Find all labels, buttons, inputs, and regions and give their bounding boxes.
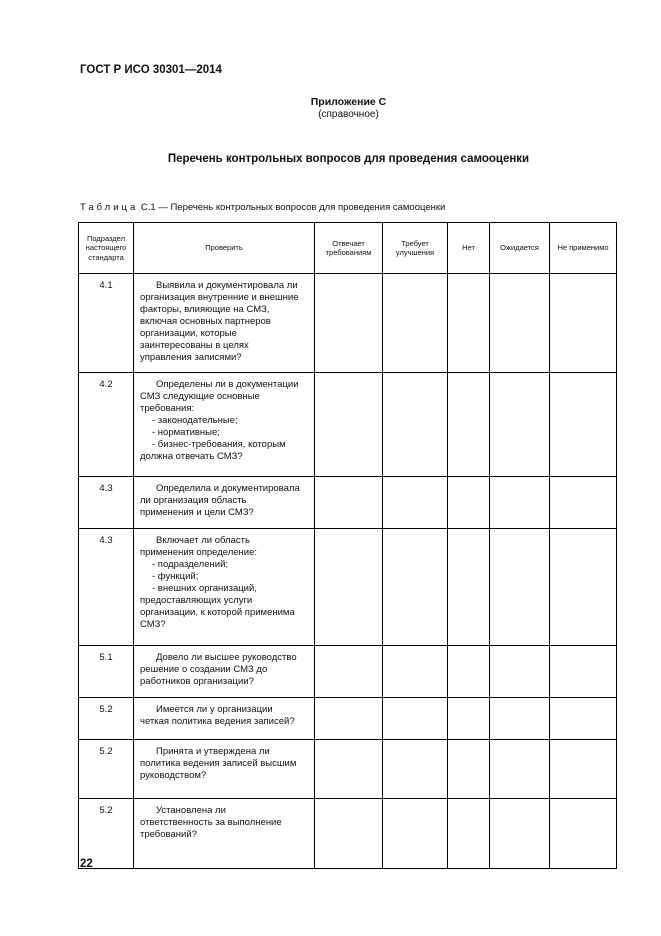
no-cell <box>448 373 490 477</box>
question-cell <box>134 646 315 698</box>
expected-cell <box>490 698 550 740</box>
meets-requirements-cell <box>315 477 383 529</box>
no-cell <box>448 698 490 740</box>
question-line: Довело ли высшее руководство <box>156 652 297 663</box>
section-cell: 4.3 <box>79 477 134 529</box>
question-line: ли организация область <box>140 495 247 506</box>
expected-cell <box>490 529 550 646</box>
document-heading: Перечень контрольных вопросов для проведения самооценки <box>167 153 530 165</box>
table-row <box>79 373 617 477</box>
question-line: применения определение: <box>140 547 258 558</box>
meets-requirements-cell <box>315 646 383 698</box>
standard-code: ГОСТ Р ИСО 30301—2014 <box>80 64 222 76</box>
section-cell: 4.1 <box>79 274 134 373</box>
not-applicable-cell <box>550 740 617 799</box>
header-no: Нет <box>448 223 490 274</box>
header-check: Проверить <box>134 223 315 274</box>
section-cell: 5.2 <box>79 740 134 799</box>
question-line: Выявила и документировала ли <box>156 280 298 291</box>
question-line: Установлена ли <box>156 805 226 816</box>
question-line: предоставляющих услуги <box>140 595 253 606</box>
question-line: Включает ли область <box>156 535 250 546</box>
question-line: - функций; <box>152 571 199 582</box>
question-line: СМЗ следующие основные <box>140 391 260 402</box>
expected-cell <box>490 740 550 799</box>
question-line: - подразделений; <box>152 559 229 570</box>
table-row <box>79 799 617 869</box>
question-line: четкая политика ведения записей? <box>140 716 295 727</box>
no-cell <box>448 646 490 698</box>
question-line: факторы, влияющие на СМЗ, <box>140 304 270 315</box>
expected-cell <box>490 646 550 698</box>
expected-cell <box>490 477 550 529</box>
question-cell <box>134 698 315 740</box>
section-cell: 5.2 <box>79 799 134 869</box>
not-applicable-cell <box>550 274 617 373</box>
not-applicable-cell <box>550 698 617 740</box>
question-line: СМЗ? <box>140 619 166 630</box>
meets-requirements-cell <box>315 698 383 740</box>
not-applicable-cell <box>550 646 617 698</box>
page-number: 22 <box>80 858 93 870</box>
question-line: политика ведения записей высшим <box>140 758 297 769</box>
question-line: Определены ли в документации <box>156 379 299 390</box>
self-assessment-table <box>78 222 617 869</box>
question-line: ответственность за выполнение <box>140 817 282 828</box>
question-cell <box>134 740 315 799</box>
table-row <box>79 477 617 529</box>
meets-requirements-cell <box>315 799 383 869</box>
no-cell <box>448 274 490 373</box>
table-caption-prefix: Таблица <box>80 202 139 213</box>
table-caption <box>80 202 445 213</box>
section-cell: 5.1 <box>79 646 134 698</box>
table-row <box>79 646 617 698</box>
section-cell: 5.2 <box>79 698 134 740</box>
meets-requirements-cell <box>315 529 383 646</box>
needs-improvement-cell <box>383 646 448 698</box>
table-row <box>79 740 617 799</box>
question-line: требований? <box>140 829 197 840</box>
expected-cell <box>490 274 550 373</box>
question-cell <box>134 274 315 373</box>
not-applicable-cell <box>550 477 617 529</box>
no-cell <box>448 799 490 869</box>
needs-improvement-cell <box>383 799 448 869</box>
header-needs-improvement: Требует улучшения <box>383 223 448 274</box>
annex-title: Приложение С <box>310 96 387 108</box>
needs-improvement-cell <box>383 740 448 799</box>
question-line: решение о создании СМЗ до <box>140 664 268 675</box>
question-line: - нормативные; <box>152 427 220 438</box>
header-not-applicable: Не применимо <box>550 223 617 274</box>
table-header-row <box>79 223 617 274</box>
question-line: применения и цели СМЗ? <box>140 507 254 518</box>
meets-requirements-cell <box>315 740 383 799</box>
question-line: организация внутренние и внешние <box>140 292 299 303</box>
section-cell: 4.3 <box>79 529 134 646</box>
question-cell <box>134 477 315 529</box>
section-cell: 4.2 <box>79 373 134 477</box>
needs-improvement-cell <box>383 477 448 529</box>
question-line: - бизнес-требования, которым <box>152 439 286 450</box>
table-row <box>79 698 617 740</box>
meets-requirements-cell <box>315 274 383 373</box>
question-line: организации, которые <box>140 328 237 339</box>
not-applicable-cell <box>550 799 617 869</box>
header-meets-requirements: Отвечает требованиям <box>315 223 383 274</box>
no-cell <box>448 477 490 529</box>
needs-improvement-cell <box>383 373 448 477</box>
question-cell <box>134 529 315 646</box>
header-section: Подраздел настоящего стандарта <box>79 223 134 274</box>
not-applicable-cell <box>550 373 617 477</box>
table-header <box>79 223 617 274</box>
question-line: - внешних организаций, <box>152 583 257 594</box>
expected-cell <box>490 799 550 869</box>
question-cell <box>134 373 315 477</box>
no-cell <box>448 740 490 799</box>
needs-improvement-cell <box>383 698 448 740</box>
question-cell <box>134 799 315 869</box>
question-line: организации, к которой применима <box>140 607 295 618</box>
table-row <box>79 529 617 646</box>
question-line: руководством? <box>140 770 207 781</box>
expected-cell <box>490 373 550 477</box>
table-row <box>79 274 617 373</box>
annex-subtitle: (справочное) <box>318 109 379 120</box>
question-line: работников организации? <box>140 676 254 687</box>
header-expected: Ожидается <box>490 223 550 274</box>
not-applicable-cell <box>550 529 617 646</box>
question-line: включая основных партнеров <box>140 316 271 327</box>
question-line: управления записями? <box>140 352 242 363</box>
question-line: Имеется ли у организации <box>156 704 273 715</box>
question-line: - законодательные; <box>152 415 238 426</box>
needs-improvement-cell <box>383 529 448 646</box>
needs-improvement-cell <box>383 274 448 373</box>
no-cell <box>448 529 490 646</box>
question-line: Определила и документировала <box>156 483 300 494</box>
question-line: заинтересованы в целях <box>140 340 249 351</box>
question-line: должна отвечать СМЗ? <box>140 451 243 462</box>
table-body <box>79 274 617 869</box>
question-line: требования: <box>140 403 195 414</box>
question-line: Принята и утверждена ли <box>156 746 270 757</box>
table-caption-text: С.1 — Перечень контрольных вопросов для проведения самооценки <box>140 202 446 213</box>
meets-requirements-cell <box>315 373 383 477</box>
